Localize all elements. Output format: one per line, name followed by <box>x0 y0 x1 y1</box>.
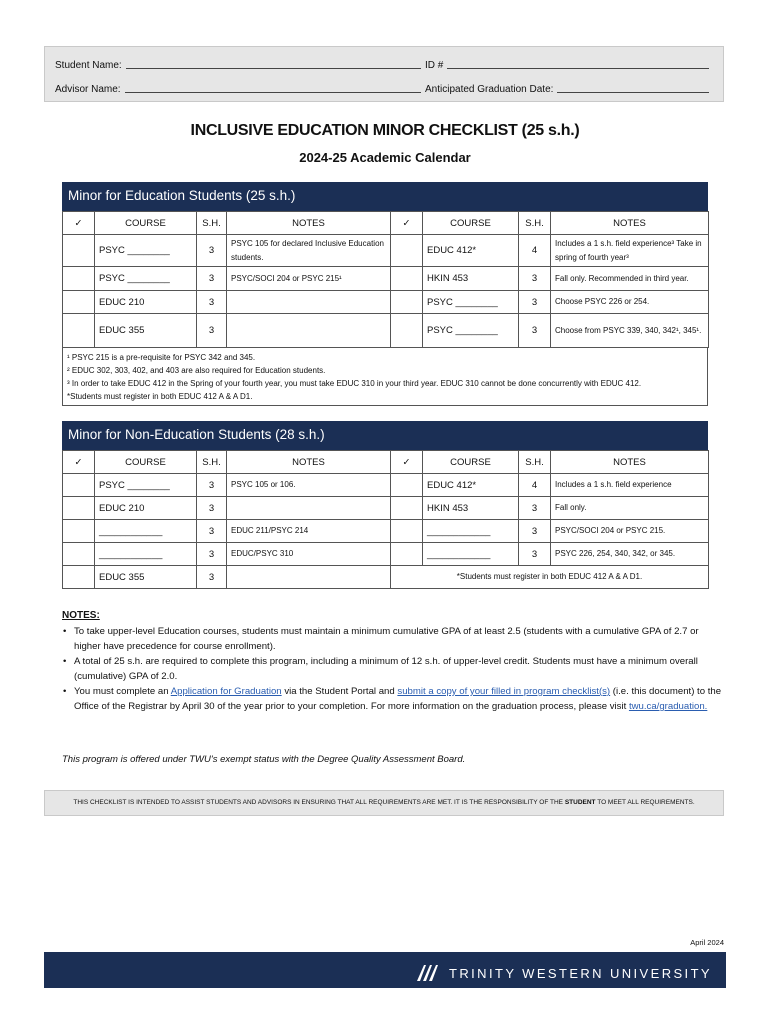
sh-cell: 4 <box>519 474 551 497</box>
notes-cell <box>227 291 391 314</box>
notes-column-header: NOTES <box>227 212 391 235</box>
notes-heading: NOTES: <box>62 610 100 621</box>
sh-cell: 3 <box>519 267 551 291</box>
notes-cell: PSYC 105 or 106. <box>227 474 391 497</box>
course-column-header: COURSE <box>95 212 197 235</box>
checkbox-cell[interactable] <box>63 291 95 314</box>
checkbox-cell[interactable] <box>391 267 423 291</box>
notes-column-header: NOTES <box>227 451 391 474</box>
info-row-2 <box>55 81 713 95</box>
checkbox-cell[interactable] <box>63 566 95 589</box>
sh-cell: 3 <box>519 291 551 314</box>
course-cell[interactable]: PSYC ________ <box>423 314 519 348</box>
table-row <box>63 291 709 314</box>
notes-cell: PSYC/SOCI 204 or PSYC 215. <box>551 520 709 543</box>
disclaimer-emphasis: STUDENT <box>564 799 596 806</box>
checkbox-cell[interactable] <box>391 520 423 543</box>
course-cell[interactable]: PSYC ________ <box>423 291 519 314</box>
sh-column-header: S.H. <box>519 212 551 235</box>
advisor-name-field[interactable] <box>125 82 421 93</box>
notes-cell: Fall only. Recommended in third year. <box>551 267 709 291</box>
table-row <box>63 314 709 348</box>
course-cell: EDUC 355 <box>95 314 197 348</box>
sh-column-header: S.H. <box>519 451 551 474</box>
table-header-row <box>63 451 709 474</box>
notes-cell: Choose from PSYC 339, 340, 342¹, 345¹. <box>551 314 709 348</box>
notes-cell <box>227 566 391 589</box>
footnote-2: ² EDUC 302, 303, 402, and 403 are also required for Education students. <box>67 366 326 375</box>
sh-cell: 3 <box>519 543 551 566</box>
course-cell[interactable]: ____________ <box>423 520 519 543</box>
section-heading-education: Minor for Education Students (25 s.h.) <box>62 182 708 211</box>
table-row <box>63 497 709 520</box>
id-label: ID # <box>425 60 444 71</box>
checkbox-cell[interactable] <box>63 314 95 348</box>
check-column-header: ✓ <box>63 451 95 474</box>
notes-cell: Includes a 1 s.h. field experience <box>551 474 709 497</box>
notes-column-header: NOTES <box>551 212 709 235</box>
id-field[interactable] <box>447 58 709 69</box>
course-cell: EDUC 412* <box>423 474 519 497</box>
disclaimer-box <box>44 790 724 816</box>
notes-cell: PSYC/SOCI 204 or PSYC 215¹ <box>227 267 391 291</box>
checkbox-cell[interactable] <box>391 314 423 348</box>
footnote-3: ³ In order to take EDUC 412 in the Spring of your fourth year, you must take EDUC 310 in your third year. EDUC 310 cannot be done concurrently with EDUC 412. <box>67 379 642 388</box>
sh-cell: 3 <box>519 520 551 543</box>
notes-cell: EDUC 211/PSYC 214 <box>227 520 391 543</box>
sh-column-header: S.H. <box>197 451 227 474</box>
checkbox-cell[interactable] <box>63 474 95 497</box>
sh-column-header: S.H. <box>197 212 227 235</box>
university-logo <box>415 963 712 983</box>
notes-column-header: NOTES <box>551 451 709 474</box>
notes-list <box>62 624 724 714</box>
course-cell[interactable]: ____________ <box>95 543 197 566</box>
info-row-1 <box>55 57 713 71</box>
note-text: via the Student Portal and <box>281 686 398 697</box>
checkbox-cell[interactable] <box>391 235 423 267</box>
checkbox-cell[interactable] <box>63 520 95 543</box>
list-item: • To take upper-level Education courses, students must maintain a minimum cumulative GPA of at least 2.5 (students with a cumulative GPA of 2.7 or higher have precedence for course enrollment). <box>74 624 724 654</box>
check-column-header: ✓ <box>391 451 423 474</box>
notes-cell: PSYC 105 for declared Inclusive Education students. <box>227 235 391 267</box>
sh-cell: 3 <box>197 474 227 497</box>
sh-cell: 3 <box>197 314 227 348</box>
notes-cell: PSYC 226, 254, 340, 342, or 345. <box>551 543 709 566</box>
page-title: INCLUSIVE EDUCATION MINOR CHECKLIST (25 s.h.) <box>190 122 580 139</box>
table-row <box>63 566 709 589</box>
notes-cell: EDUC/PSYC 310 <box>227 543 391 566</box>
course-cell[interactable]: PSYC ________ <box>95 267 197 291</box>
sh-cell: 3 <box>197 497 227 520</box>
submit-checklist-link[interactable]: submit a copy of your filled in program checklist(s) <box>397 686 611 697</box>
course-cell[interactable]: ____________ <box>423 543 519 566</box>
course-cell: HKIN 453 <box>423 497 519 520</box>
list-item: • A total of 25 s.h. are required to complete this program, including a minimum of 12 s.h. of upper-level credit. Students must have a minimum overall (cumulative) GPA of 2.0. <box>74 654 724 684</box>
revision-date: April 2024 <box>690 938 724 947</box>
application-for-graduation-link[interactable]: Application for Graduation <box>170 686 282 697</box>
course-column-header: COURSE <box>95 451 197 474</box>
page-subtitle: 2024-25 Academic Calendar <box>299 150 471 165</box>
checkbox-cell[interactable] <box>391 291 423 314</box>
table-header-row <box>63 212 709 235</box>
course-cell: EDUC 210 <box>95 497 197 520</box>
course-cell[interactable]: PSYC ________ <box>95 235 197 267</box>
table-row <box>63 474 709 497</box>
note-text: (i.e. this document) to the Office of the Registrar by April 30 of the year prior to your completion. For more information on the graduation process, please visit <box>74 686 722 712</box>
disclaimer-text: TO MEET ALL REQUIREMENTS. <box>595 799 695 806</box>
exempt-status-statement: This program is offered under TWU's exempt status with the Degree Quality Assessment Board. <box>62 754 466 765</box>
course-cell: HKIN 453 <box>423 267 519 291</box>
sh-cell: 3 <box>519 497 551 520</box>
checkbox-cell[interactable] <box>391 474 423 497</box>
checkbox-cell[interactable] <box>63 497 95 520</box>
table-row <box>63 235 709 267</box>
course-cell[interactable]: PSYC ________ <box>95 474 197 497</box>
university-name: TRINITY WESTERN UNIVERSITY <box>449 965 712 981</box>
section-heading-non-education: Minor for Non-Education Students (28 s.h.) <box>62 421 708 450</box>
checkbox-cell[interactable] <box>63 235 95 267</box>
check-column-header: ✓ <box>63 212 95 235</box>
course-cell: EDUC 210 <box>95 291 197 314</box>
footnote-4: *Students must register in both EDUC 412 A & A D1. <box>67 392 253 401</box>
course-column-header: COURSE <box>423 451 519 474</box>
non-education-students-table <box>62 450 709 589</box>
notes-cell <box>227 314 391 348</box>
graduation-date-field[interactable] <box>557 82 709 93</box>
table-row <box>63 520 709 543</box>
notes-cell: Fall only. <box>551 497 709 520</box>
sh-cell: 3 <box>197 543 227 566</box>
table-row <box>63 267 709 291</box>
notes-cell: Choose PSYC 226 or 254. <box>551 291 709 314</box>
footnotes <box>62 348 708 406</box>
disclaimer-text: THIS CHECKLIST IS INTENDED TO ASSIST STUDENTS AND ADVISORS IN ENSURING THAT ALL REQUIREMENTS ARE MET. IT IS THE RESPONSIBILITY OF THE <box>73 799 565 806</box>
checkbox-cell[interactable] <box>63 267 95 291</box>
education-students-table <box>62 211 709 348</box>
sh-cell: 3 <box>197 235 227 267</box>
student-name-field[interactable] <box>126 58 421 69</box>
course-cell: EDUC 412* <box>423 235 519 267</box>
graduation-info-link[interactable]: twu.ca/graduation. <box>628 701 708 712</box>
checkbox-cell[interactable] <box>63 543 95 566</box>
sh-cell: 3 <box>197 267 227 291</box>
course-cell[interactable]: ____________ <box>95 520 197 543</box>
twu-wing-logo-icon <box>415 963 441 983</box>
list-item <box>74 684 724 714</box>
footer-bar <box>44 952 726 988</box>
student-info-box <box>44 46 724 102</box>
table-row <box>63 543 709 566</box>
check-column-header: ✓ <box>391 212 423 235</box>
note-text: You must complete an <box>74 686 171 697</box>
notes-cell: Includes a 1 s.h. field experience³ Take in spring of fourth year³ <box>551 235 709 267</box>
footnote-1: ¹ PSYC 215 is a pre-requisite for PSYC 342 and 345. <box>67 353 256 362</box>
sh-cell: 3 <box>197 520 227 543</box>
sh-cell: 3 <box>519 314 551 348</box>
advisor-name-label: Advisor Name: <box>55 84 121 95</box>
registration-note: *Students must register in both EDUC 412 A & A D1. <box>391 566 709 589</box>
student-name-label: Student Name: <box>55 60 122 71</box>
checkbox-cell[interactable] <box>391 543 423 566</box>
course-cell: EDUC 355 <box>95 566 197 589</box>
graduation-date-label: Anticipated Graduation Date: <box>425 84 554 95</box>
notes-cell <box>227 497 391 520</box>
sh-cell: 3 <box>197 566 227 589</box>
sh-cell: 4 <box>519 235 551 267</box>
sh-cell: 3 <box>197 291 227 314</box>
course-column-header: COURSE <box>423 212 519 235</box>
checkbox-cell[interactable] <box>391 497 423 520</box>
